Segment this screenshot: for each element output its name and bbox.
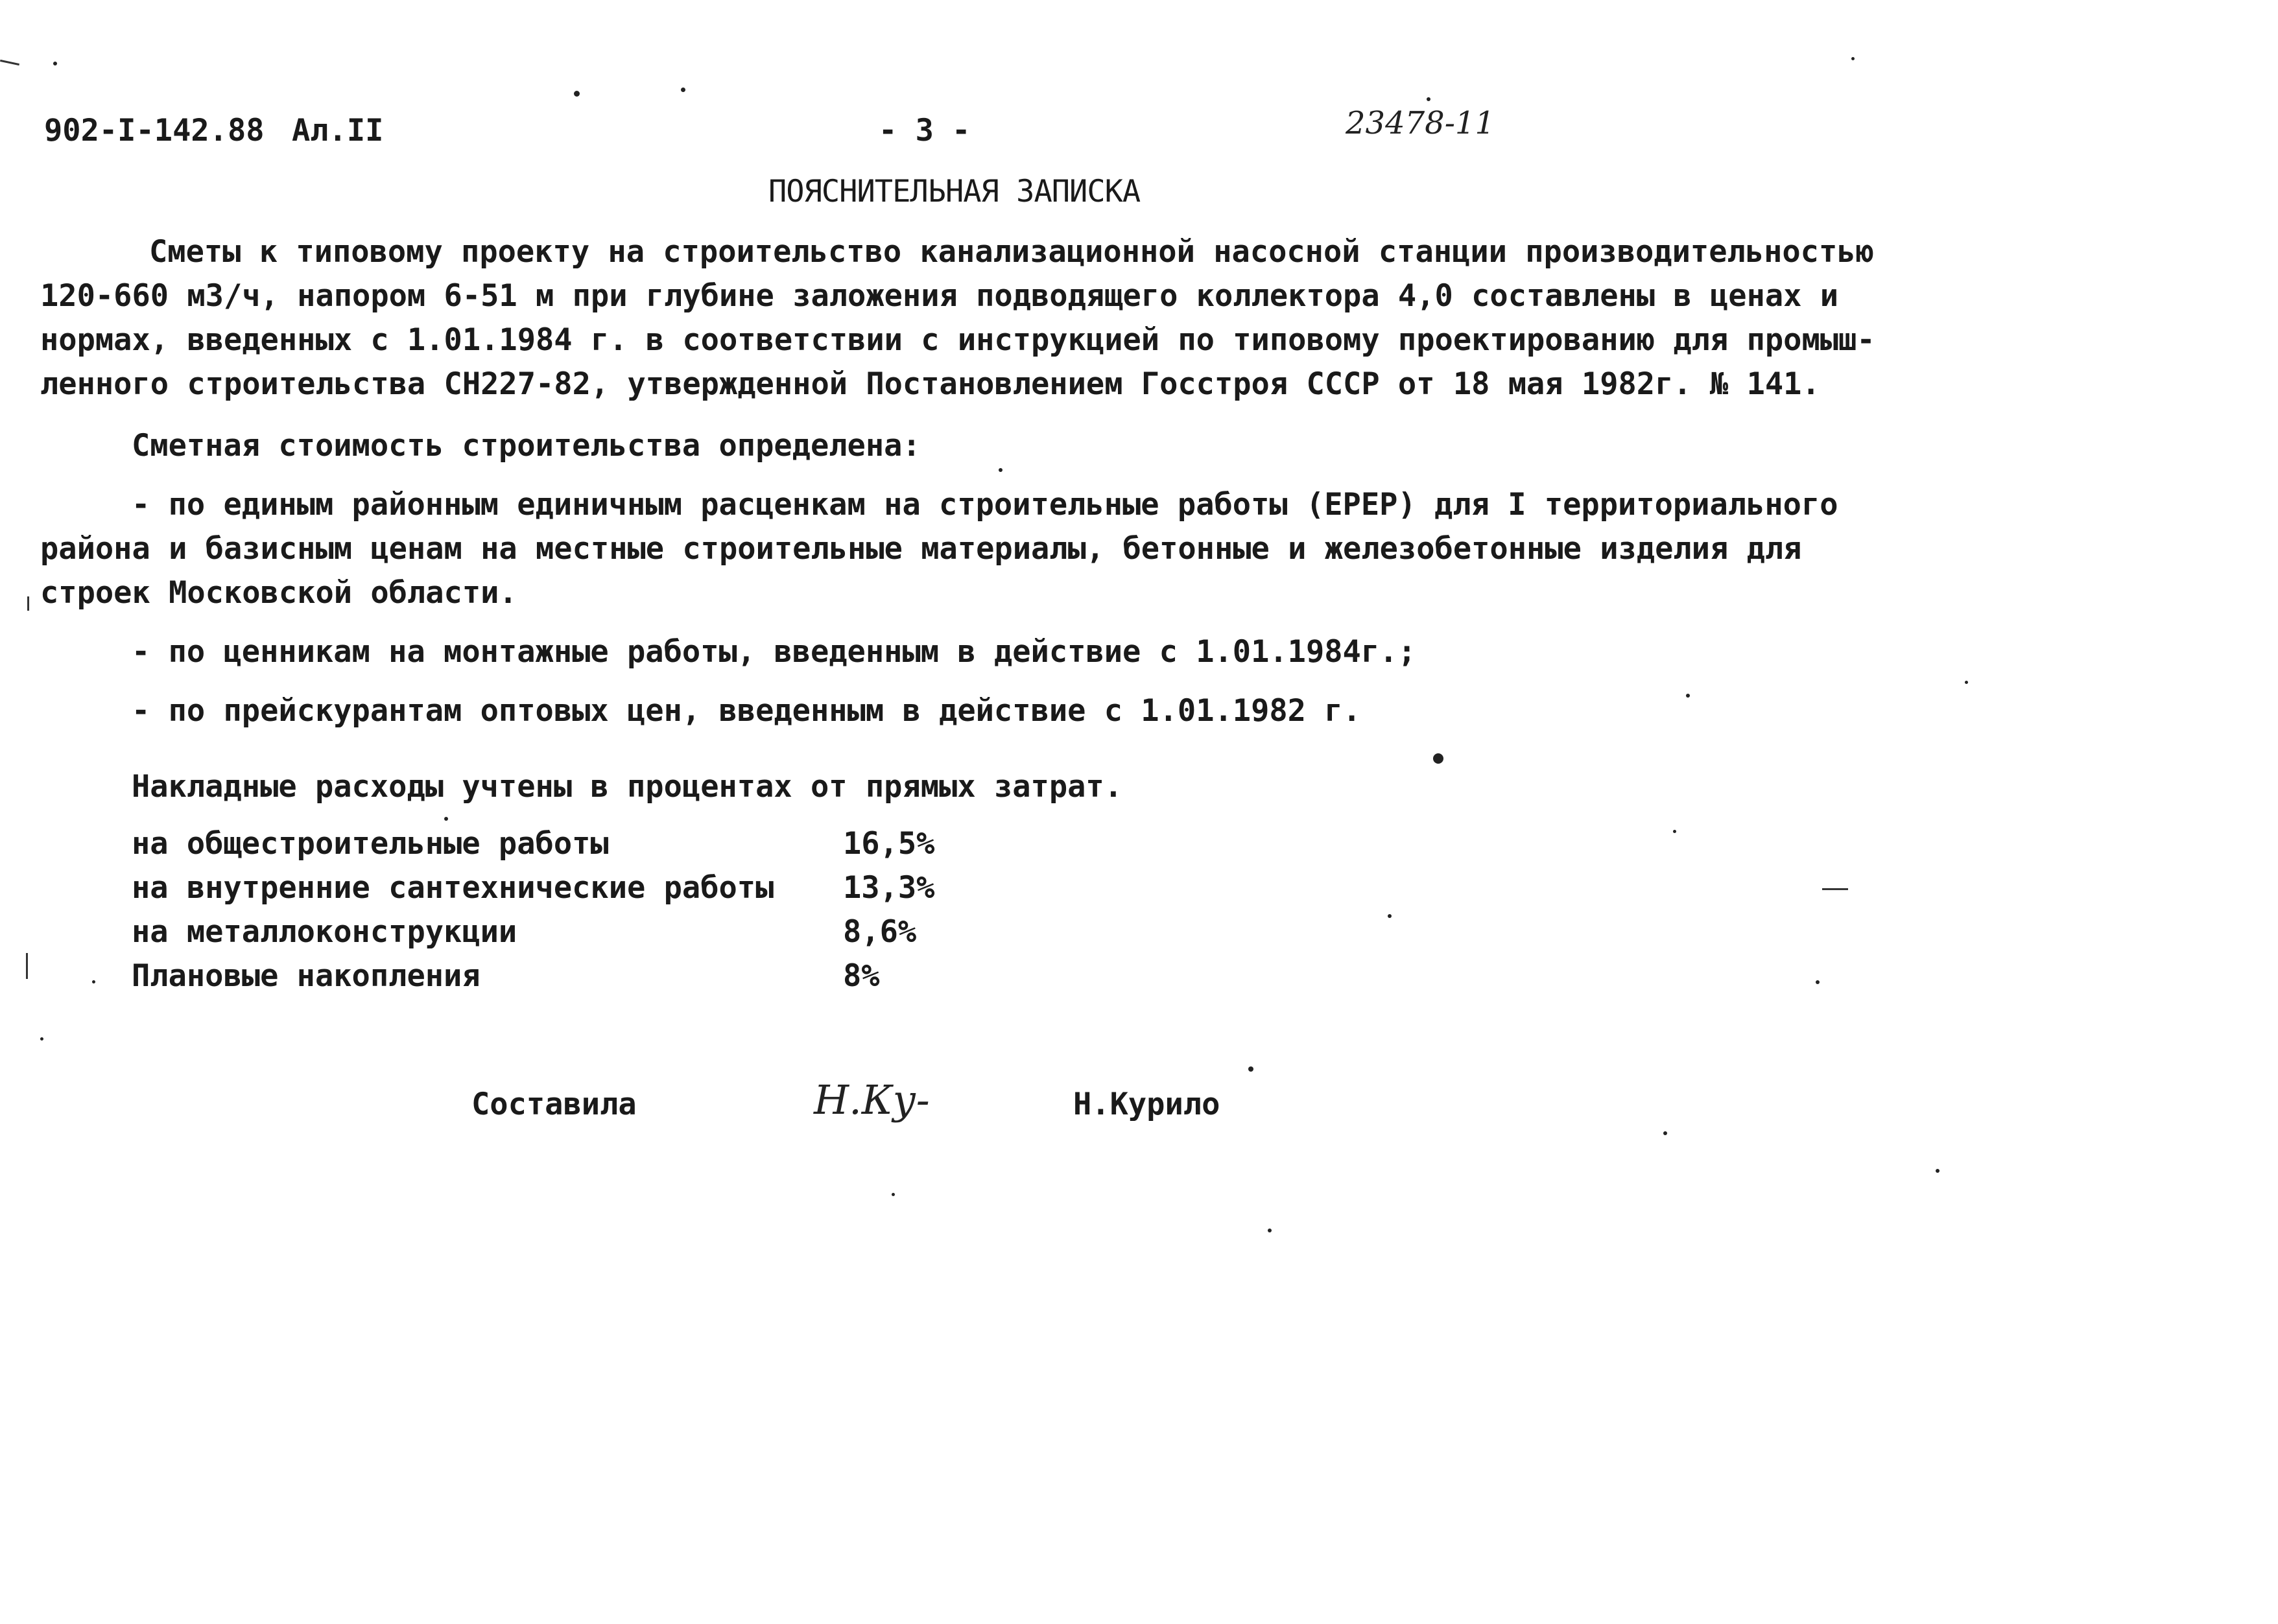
- scan-speck: [53, 62, 57, 65]
- scan-speck: [1936, 1169, 1940, 1173]
- page-number: - 3 -: [879, 113, 971, 148]
- scan-speck: [1686, 694, 1690, 698]
- scan-speck: [574, 91, 580, 97]
- rate-value-3: 8,6%: [843, 914, 917, 950]
- rate-value-1: 16,5%: [843, 826, 935, 862]
- scan-mark: [0, 60, 19, 65]
- scan-speck: [1248, 1066, 1253, 1072]
- scan-speck: [681, 88, 685, 92]
- intro-line-2: 120-660 м3/ч, напором 6-51 м при глубине заложения подводящего коллектора 4,0 составлены в ценах и: [40, 278, 1839, 314]
- scan-mark: [26, 953, 28, 979]
- bullet-1-line-2: района и базисным ценам на местные строительные материалы, бетонные и железобетонные изделия для: [40, 531, 1802, 567]
- scan-speck: [999, 468, 1003, 472]
- bullet-3: - по прейскурантам оптовых цен, введенным в действие с 1.01.1982 г.: [132, 693, 1361, 729]
- bullet-1-line-1: - по единым районным единичным расценкам на строительные работы (ЕРЕР) для I территориального: [132, 487, 1838, 523]
- signature-role: Составила: [471, 1087, 637, 1122]
- scan-speck: [1965, 681, 1968, 684]
- scan-mark: [1822, 888, 1848, 890]
- scan-speck: [1816, 980, 1820, 984]
- rate-value-2: 13,3%: [843, 870, 935, 906]
- scan-mark: [27, 596, 29, 611]
- handwritten-signature: Н.Ку-: [814, 1076, 930, 1124]
- overhead-heading: Накладные расходы учтены в процентах от прямых затрат.: [132, 769, 1123, 805]
- scan-speck: [1427, 97, 1430, 101]
- rate-label-4: Плановые накопления: [132, 958, 481, 994]
- intro-line-3: нормах, введенных с 1.01.1984 г. в соответствии с инструкцией по типовому проектированию для промыш-: [40, 322, 1875, 358]
- scan-speck: [1663, 1131, 1667, 1135]
- scan-speck: [1268, 1229, 1272, 1232]
- scan-speck: [1673, 830, 1676, 833]
- cost-heading: Сметная стоимость строительства определена:: [132, 428, 921, 464]
- rate-value-4: 8%: [843, 958, 880, 994]
- intro-line-4: ленного строительства СН227-82, утвержденной Постановлением Госстроя СССР от 18 мая 1982г. № 141.: [40, 366, 1820, 402]
- scan-speck: [444, 817, 448, 821]
- scan-speck: [92, 980, 95, 983]
- doc-code: 902-I-142.88: [44, 113, 265, 148]
- rate-label-2: на внутренние сантехнические работы: [132, 870, 774, 906]
- bullet-1-line-3: строек Московской области.: [40, 575, 517, 611]
- scan-speck: [1851, 57, 1855, 60]
- album-label: Ал.II: [292, 113, 384, 148]
- scan-speck: [1388, 914, 1392, 918]
- scan-speck: [892, 1193, 895, 1196]
- rate-label-3: на металлоконструкции: [132, 914, 517, 950]
- page-title: ПОЯСНИТЕЛЬНАЯ ЗАПИСКА: [768, 174, 1141, 209]
- scan-speck: [1433, 753, 1443, 764]
- signer-name: Н.Курило: [1073, 1087, 1220, 1122]
- scan-speck: [40, 1037, 43, 1041]
- intro-line-1: Сметы к типовому проекту на строительство канализационной насосной станции производительностью: [149, 234, 1874, 270]
- inventory-number: 23478-11: [1346, 105, 1495, 141]
- bullet-2: - по ценникам на монтажные работы, введенным в действие с 1.01.1984г.;: [132, 634, 1416, 670]
- rate-label-1: на общестроительные работы: [132, 826, 609, 862]
